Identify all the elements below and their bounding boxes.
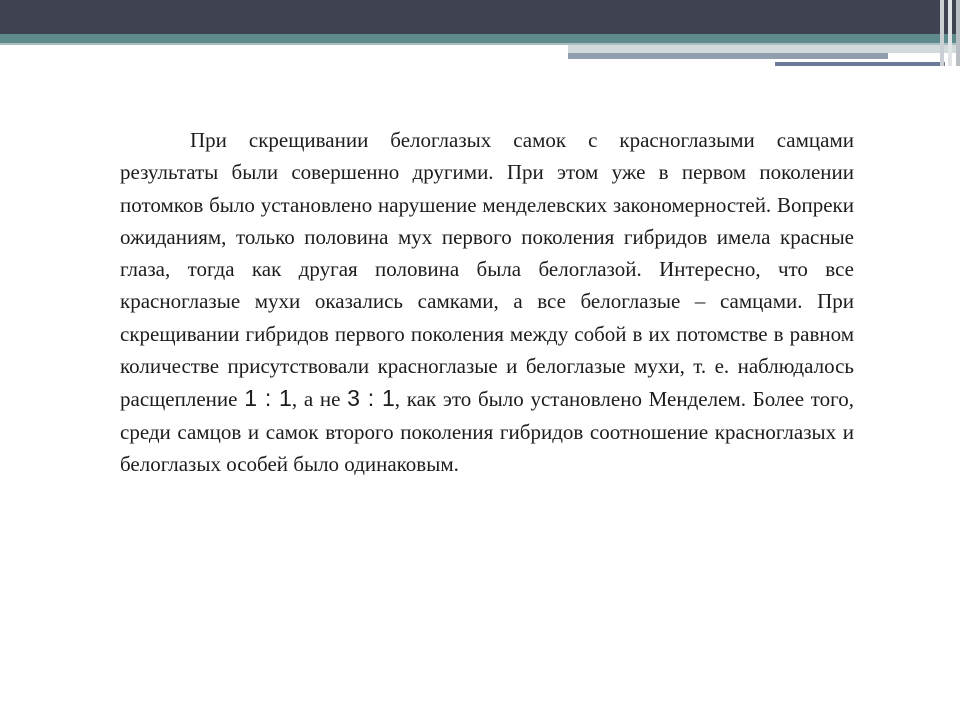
ratio-three-to-one: 3 : 1 — [347, 385, 395, 412]
decor-rail — [940, 0, 944, 66]
paragraph-text-part3: , как это было установлено Менделем. Более того, среди самцов и самок второго поколения гибридов соотношение красноглазых и белоглазых особей было одинаковым. — [120, 387, 854, 476]
paragraph-text-part1: При скрещивании белоглазых самок с красноглазыми самцами результаты были совершенно другими. При этом уже в первом поколении потомков было установлено нарушение менделевских закономерностей. Вопреки ожиданиям, только половина мух первого поколения гибридов имела красные глаза, тогда как другая половина была белоглазой. Интересно, что все красноглазые мухи оказались самками, а все белоглазые – самцами. При скрещивании гибридов первого поколения между собой в их потомстве в равном количестве присутствовали красноглазые и белоглазые мухи, т. е. наблюдалось расщепление — [120, 128, 854, 412]
slide-body-paragraph — [120, 124, 854, 480]
decor-rail — [948, 0, 952, 66]
header-decor-block — [568, 45, 960, 53]
header-decor-rails — [925, 0, 960, 66]
header-accent-stripe — [0, 34, 960, 43]
header-band — [0, 0, 960, 34]
header-decor-bar — [568, 53, 888, 59]
ratio-one-to-one: 1 : 1 — [244, 385, 292, 412]
header-decor-line — [775, 62, 945, 66]
decor-rail — [956, 0, 960, 66]
paragraph-text-part2: , а не — [291, 387, 348, 412]
